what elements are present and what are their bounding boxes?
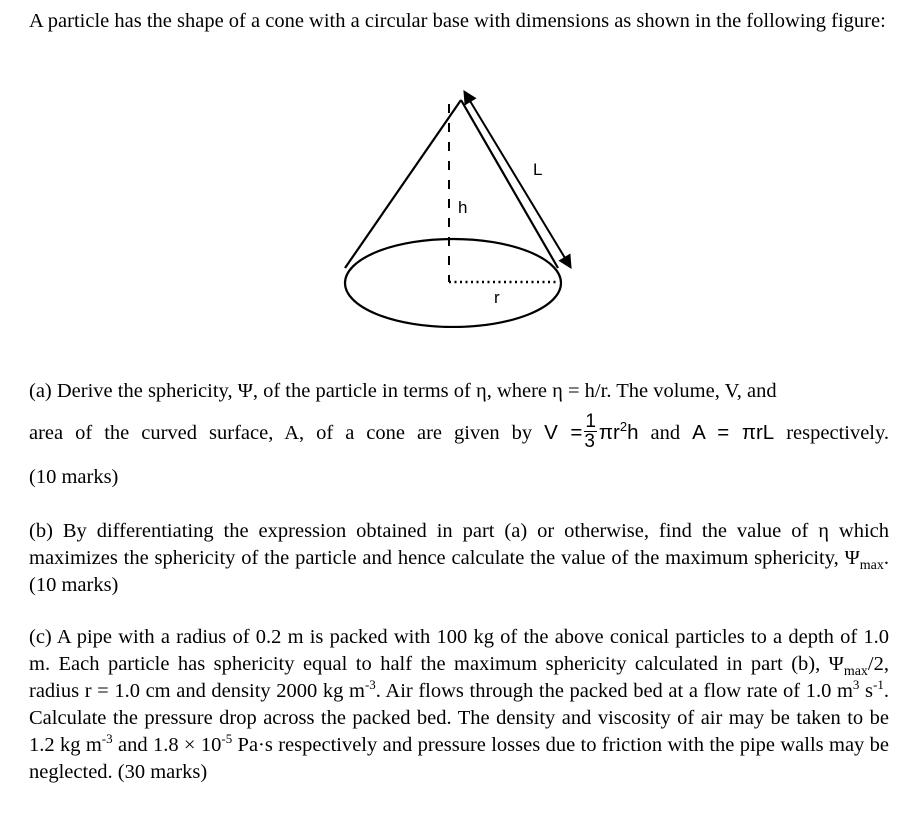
part-c-flow-exp: 3: [852, 677, 860, 693]
part-c-seg2: /2, radius r = 1.0 cm and density 2000 kg m: [29, 653, 889, 702]
part-a-line1: (a) Derive the sphericity, Ψ, of the particle in terms of η, where η = h/r. The volume, V, and: [29, 380, 777, 402]
label-L: L: [533, 160, 543, 179]
part-c-time-exp: -1: [873, 677, 884, 693]
part-c-seg7: Pa·s respectively and pressure losses due to friction with the pipe walls may be neglected. (30 marks): [29, 734, 889, 783]
volume-exponent: 2: [619, 419, 628, 435]
cone-figure: [330, 88, 580, 328]
part-c-seg5: . Calculate the pressure drop across the packed bed. The density and viscosity of air may be taken to be 1.2 kg m: [29, 680, 889, 756]
volume-rhs-pi-r: πr: [598, 421, 620, 444]
volume-lhs: V =: [544, 421, 583, 444]
part-a-line2: [29, 413, 889, 453]
slant-length-arrow: [467, 96, 568, 263]
part-c-seg1: (c) A pipe with a radius of 0.2 m is packed with 100 kg of the above conical particles to a depth of 1.0 m. Each particle has sphericity equal to half the maximum sphericity calculated in part (b), Ψ: [29, 626, 889, 675]
part-c-seg4: s: [859, 680, 874, 702]
label-h: h: [458, 198, 468, 217]
part-c-seg6: and 1.8 × 10: [112, 734, 222, 756]
volume-rhs-h: h: [627, 421, 639, 444]
volume-formula: [544, 411, 639, 453]
part-a-line2-prefix: area of the curved surface, A, of a cone are given by: [29, 422, 533, 444]
fraction-denominator: 3: [584, 431, 595, 453]
label-r: r: [494, 288, 500, 307]
part-c-text: [29, 624, 889, 786]
part-c-density-exp: -3: [364, 677, 376, 693]
intro-text: A particle has the shape of a cone with a circular base with dimensions as shown in the following figure:: [29, 10, 886, 32]
cone-base-ellipse: [345, 239, 561, 327]
part-b-text: [29, 518, 889, 599]
part-c-seg3: . Air flows through the packed bed at a flow rate of 1.0 m: [375, 680, 853, 702]
and-word: and: [650, 422, 681, 444]
one-third-fraction: [584, 412, 597, 451]
part-b-marks: . (10 marks): [29, 547, 889, 596]
psi-max-subscript: max: [859, 558, 884, 574]
part-b-body: (b) By differentiating the expression obtained in part (a) or otherwise, find the value of η which maximizes the sphericity of the particle and hence calculate the value of the maximum sphericity, Ψ: [29, 520, 889, 569]
part-c-air-density-exp: -3: [101, 731, 113, 747]
fraction-numerator: 1: [585, 411, 596, 433]
part-c-viscosity-exp: -5: [221, 731, 233, 747]
cone-right-side: [461, 100, 558, 268]
part-a-marks: (10 marks): [29, 466, 119, 488]
part-c-psi-max-sub: max: [843, 664, 868, 680]
area-formula: A = πrL: [692, 421, 775, 444]
part-a-line2-suffix: respectively.: [786, 422, 890, 444]
